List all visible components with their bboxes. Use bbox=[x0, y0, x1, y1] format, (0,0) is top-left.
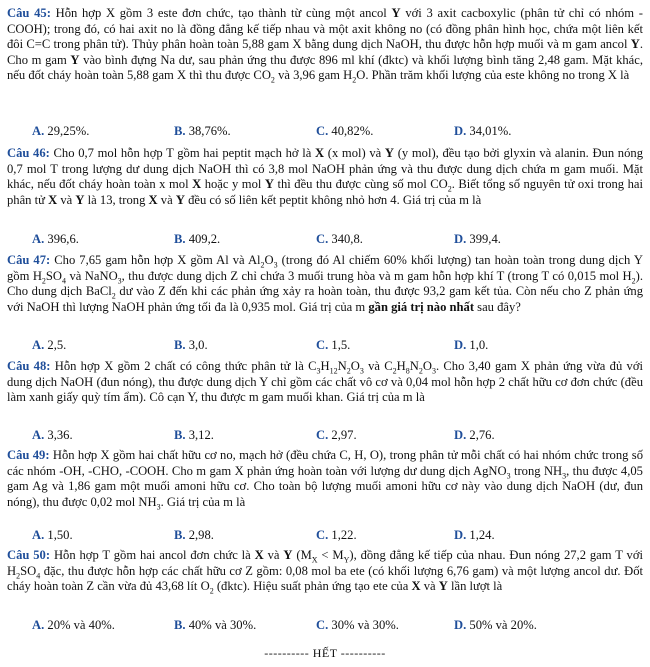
subscript: 2 bbox=[270, 75, 275, 85]
question-text: và bbox=[157, 192, 176, 207]
option-text: 34,01%. bbox=[466, 124, 512, 138]
option-label: B. bbox=[174, 428, 186, 442]
question-46 bbox=[7, 146, 643, 208]
option-text: 2,98. bbox=[185, 528, 214, 542]
question-text: , thu được 4,05 gam Ag và 1,86 gam một muối amoni hữu cơ. Cho toàn bộ lượng muối amoni hữu cơ này vào dung dịch NaOH (dư, đun nóng), thu được 0,02 mol NH bbox=[7, 463, 643, 509]
question-text: Y bbox=[70, 52, 80, 67]
subscript: 2 bbox=[16, 571, 21, 581]
question-47 bbox=[7, 253, 643, 315]
question-text: X bbox=[254, 548, 264, 562]
option-text: 1,5. bbox=[328, 338, 351, 352]
question-text: vào bình đựng Na dư, sau phản ứng thu được 896 ml khí (đktc) và khối lượng bình tăng 2,48 gam. Mặt khác, nếu đốt cháy hoàn toàn 5,88 gam X thì thu được CO bbox=[7, 52, 643, 83]
question-45 bbox=[7, 6, 643, 84]
option-text: 40,82%. bbox=[328, 124, 374, 138]
option-text: 3,0. bbox=[185, 338, 208, 352]
question-text: X bbox=[148, 192, 158, 207]
subscript: 4 bbox=[36, 571, 41, 581]
subscript: 3 bbox=[359, 366, 364, 376]
answer-options-49 bbox=[32, 528, 632, 544]
question-50 bbox=[7, 548, 643, 595]
question-text: Y bbox=[438, 579, 448, 594]
subscript: 3 bbox=[316, 366, 321, 376]
option-a[interactable] bbox=[32, 338, 66, 354]
option-c[interactable] bbox=[316, 428, 357, 444]
option-label: B. bbox=[174, 124, 186, 138]
option-b[interactable] bbox=[174, 124, 231, 140]
question-48 bbox=[7, 359, 643, 406]
question-text: và bbox=[420, 579, 439, 594]
question-text: . Giá trị của m là bbox=[160, 494, 246, 509]
question-text: . Biết tổng số nguyên tử oxi trong hai phân tử bbox=[7, 177, 643, 207]
option-text: 2,76. bbox=[466, 428, 495, 442]
question-text: và 3,96 gam H bbox=[274, 68, 353, 83]
question-text: X bbox=[48, 192, 58, 207]
question-text: hoặc y mol bbox=[201, 177, 265, 192]
option-label: B. bbox=[174, 618, 186, 632]
question-text: và NaNO bbox=[66, 268, 118, 283]
subscript: X bbox=[311, 555, 318, 565]
answer-options-45 bbox=[32, 124, 632, 140]
subscript: 2 bbox=[352, 75, 357, 85]
option-label: C. bbox=[316, 232, 329, 246]
question-text: Y bbox=[283, 548, 293, 562]
question-text: và bbox=[57, 192, 76, 207]
subscript: 3 bbox=[273, 260, 278, 270]
question-text: SO bbox=[20, 563, 37, 578]
question-text: dư vào Z đến khi các phản ứng xảy ra hoàn toàn, thu được 93,2 gam kết tủa. Còn nếu cho Z phản ứng với NaOH thì lượng NaOH phản ứng tối đa là 0,935 mol. Giá trị của m bbox=[7, 284, 643, 314]
option-text: 399,4. bbox=[466, 232, 501, 246]
option-text: 1,0. bbox=[466, 338, 489, 352]
subscript: 2 bbox=[631, 276, 636, 286]
question-number: Câu 50: bbox=[7, 548, 51, 562]
option-label: A. bbox=[32, 338, 45, 352]
option-text: 38,76%. bbox=[185, 124, 231, 138]
option-c[interactable] bbox=[316, 124, 373, 140]
option-label: D. bbox=[454, 618, 467, 632]
subscript: Y bbox=[343, 555, 350, 565]
option-a[interactable] bbox=[32, 232, 79, 248]
emphasis-text: gần giá trị nào nhất bbox=[368, 299, 475, 314]
question-text: (đktc). Hiệu suất phản ứng tạo ete của bbox=[213, 579, 412, 594]
option-b[interactable] bbox=[174, 618, 256, 634]
option-label: A. bbox=[32, 232, 45, 246]
option-c[interactable] bbox=[316, 232, 363, 248]
option-d[interactable] bbox=[454, 124, 511, 140]
option-text: 30% và 30%. bbox=[328, 618, 399, 632]
question-text: . Cho 3,40 gam X phản ứng vừa đủ với dung dịch NaOH (đun nóng), thu được dung dịch Y chỉ gồm các chất vô cơ và 0,04 mol hỗn hợp 2 chất hữu cơ đơn chức (đều làm xanh giấy quỳ tím ẩm). Cô cạn Y, thu được m gam muối khan. Giá trị của m là bbox=[7, 359, 643, 405]
option-text: 40% và 30%. bbox=[185, 618, 257, 632]
question-text: ), đồng đẳng kế tiếp của nhau. Đun nóng 27,2 gam T với H bbox=[7, 548, 643, 578]
question-text: Hỗn hợp X gồm 3 este đơn chức, tạo thành từ cùng một ancol bbox=[55, 6, 392, 20]
option-label: B. bbox=[174, 338, 186, 352]
subscript: 12 bbox=[329, 366, 338, 376]
subscript: 2 bbox=[111, 291, 116, 301]
option-label: D. bbox=[454, 124, 467, 138]
question-number: Câu 48: bbox=[7, 359, 51, 373]
question-text: X bbox=[314, 146, 325, 160]
question-text: Cho 7,65 gam hỗn hợp X gồm Al và Al bbox=[54, 253, 261, 267]
answer-options-46 bbox=[32, 232, 632, 248]
question-text: đều có số liên kết peptit không nhỏ hơn 4. Giá trị của m là bbox=[184, 192, 482, 207]
question-text: và bbox=[263, 548, 284, 562]
subscript: 3 bbox=[562, 471, 567, 481]
option-text: 3,12. bbox=[185, 428, 214, 442]
question-text: (x mol) và bbox=[324, 146, 385, 160]
question-text: và C bbox=[363, 359, 393, 373]
option-text: 409,2. bbox=[185, 232, 221, 246]
option-label: D. bbox=[454, 338, 467, 352]
option-a[interactable] bbox=[32, 528, 73, 544]
question-text: O bbox=[422, 359, 432, 373]
option-text: 1,50. bbox=[44, 528, 73, 542]
option-text: 396,6. bbox=[44, 232, 79, 246]
option-text: 29,25%. bbox=[44, 124, 90, 138]
question-text: sau đây? bbox=[474, 299, 521, 314]
option-c[interactable] bbox=[316, 618, 399, 634]
question-number: Câu 47: bbox=[7, 253, 51, 267]
subscript: 3 bbox=[117, 276, 122, 286]
option-text: 20% và 40%. bbox=[44, 618, 115, 632]
question-text: O. Phần trăm khối lượng của este không no trong X là bbox=[356, 68, 630, 83]
option-b[interactable] bbox=[174, 528, 214, 544]
option-label: A. bbox=[32, 124, 45, 138]
question-text: với 3 axit cacboxylic (phân tử chỉ có nhóm -COOH); trong đó, có hai axit no là đồng đẳng kế tiếp nhau và một axit không no (có đồng phân hình học, chứa một liên kết đôi C=C trong phân tử). Thủy phân hoàn toàn 5,88 gam X bằng dung dịch NaOH, thu được hỗn hợp muối và m gam ancol bbox=[7, 6, 643, 52]
question-text: O bbox=[264, 253, 274, 267]
option-d[interactable] bbox=[454, 232, 501, 248]
question-text: ). Cho dung dịch BaCl bbox=[7, 268, 643, 299]
question-text: H bbox=[396, 359, 406, 373]
option-label: A. bbox=[32, 618, 45, 632]
option-text: 2,97. bbox=[328, 428, 357, 442]
subscript: 3 bbox=[156, 502, 161, 512]
option-label: A. bbox=[32, 428, 45, 442]
question-text: SO bbox=[45, 268, 63, 283]
option-b[interactable] bbox=[174, 428, 214, 444]
option-c[interactable] bbox=[316, 528, 357, 544]
option-label: B. bbox=[174, 528, 186, 542]
option-label: C. bbox=[316, 528, 329, 542]
option-a[interactable] bbox=[32, 428, 73, 444]
question-text: Y bbox=[175, 192, 185, 207]
option-label: C. bbox=[316, 338, 329, 352]
option-text: 1,22. bbox=[328, 528, 357, 542]
question-text: trong NH bbox=[510, 463, 563, 478]
question-text: lần lượt là bbox=[447, 579, 503, 594]
question-text: X bbox=[411, 579, 421, 594]
question-text: (trong đó Al chiếm 60% khối lượng) tan hoàn toàn trong dung dịch Y gồm H bbox=[7, 253, 643, 283]
option-b[interactable] bbox=[174, 232, 220, 248]
question-text: < M bbox=[317, 548, 344, 562]
answer-options-47 bbox=[32, 338, 632, 354]
question-text: Cho 0,7 mol hỗn hợp T gồm hai peptit mạch hở là bbox=[53, 146, 315, 160]
option-b[interactable] bbox=[174, 338, 208, 354]
option-d[interactable] bbox=[454, 338, 488, 354]
question-text: Y bbox=[75, 192, 85, 207]
question-number: Câu 45: bbox=[7, 6, 51, 20]
answer-options-50 bbox=[32, 618, 632, 634]
subscript: 2 bbox=[41, 276, 46, 286]
option-text: 340,8. bbox=[328, 232, 363, 246]
question-text: X bbox=[192, 177, 202, 192]
question-text: Y bbox=[391, 6, 401, 20]
question-text: (y mol), đều tạo bởi glyxin và alanin. Đun nóng 0,7 mol T trong lượng dư dung dịch NaOH thì có 3,8 mol NaOH phản ứng và thu được dung dịch chứa m gam muối. Mặt khác, nếu đốt cháy hoàn toàn x mol bbox=[7, 146, 643, 192]
question-text: N bbox=[337, 359, 347, 373]
option-label: B. bbox=[174, 232, 186, 246]
question-text: (M bbox=[292, 548, 312, 562]
question-text: Y bbox=[264, 177, 274, 192]
question-text: Hỗn hợp X gồm 2 chất có công thức phân tử là C bbox=[54, 359, 317, 373]
subscript: 8 bbox=[405, 366, 410, 376]
option-label: C. bbox=[316, 618, 329, 632]
option-text: 50% và 20%. bbox=[466, 618, 537, 632]
question-text: Hỗn hợp T gồm hai ancol đơn chức là bbox=[53, 548, 255, 562]
question-text: O bbox=[350, 359, 360, 373]
subscript: 4 bbox=[62, 276, 67, 286]
question-49 bbox=[7, 448, 643, 510]
question-text: là 13, trong bbox=[84, 192, 149, 207]
option-text: 1,24. bbox=[466, 528, 495, 542]
question-text: Y bbox=[630, 37, 640, 52]
question-text: N bbox=[409, 359, 419, 373]
option-label: D. bbox=[454, 232, 467, 246]
question-number: Câu 46: bbox=[7, 146, 50, 160]
end-marker: ---------- HẾT ---------- bbox=[264, 646, 386, 660]
subscript: 2 bbox=[346, 366, 351, 376]
option-text: 2,5. bbox=[44, 338, 67, 352]
subscript: 2 bbox=[418, 366, 423, 376]
question-text: H bbox=[320, 359, 330, 373]
subscript: 2 bbox=[260, 260, 265, 270]
option-d[interactable] bbox=[454, 428, 495, 444]
question-text: Hỗn hợp X gồm hai chất hữu cơ no, mạch hở (đều chứa C, H, O), trong phân tử mỗi chất có hai nhóm chức trong số các nhóm -OH, -CHO, -COOH. Cho m gam X phản ứng hoàn toàn với lượng dư dung dịch AgNO bbox=[7, 448, 643, 478]
question-text: đặc, thu được hỗn hợp các chất hữu cơ Z gồm: 0,08 mol ba ete (có khối lượng 6,76 gam) và một lượng ancol dư. Đốt cháy hoàn toàn Z cần vừa đủ 43,68 lít O bbox=[7, 563, 643, 594]
option-label: A. bbox=[32, 528, 45, 542]
question-number: Câu 49: bbox=[7, 448, 50, 462]
subscript: 2 bbox=[209, 586, 214, 596]
option-label: C. bbox=[316, 428, 329, 442]
option-a[interactable] bbox=[32, 124, 89, 140]
option-d[interactable] bbox=[454, 528, 495, 544]
question-text: . Cho m gam bbox=[7, 37, 643, 67]
option-label: C. bbox=[316, 124, 329, 138]
option-text: 3,36. bbox=[44, 428, 73, 442]
question-text: Y bbox=[384, 146, 395, 160]
option-label: D. bbox=[454, 528, 467, 542]
answer-options-48 bbox=[32, 428, 632, 444]
option-d[interactable] bbox=[454, 618, 537, 634]
subscript: 3 bbox=[431, 366, 436, 376]
question-text: , thu được dung dịch Z chỉ chứa 3 muối trung hòa và m gam hỗn hợp khí T (trong T có 0,015 mol H bbox=[121, 268, 632, 283]
subscript: 2 bbox=[392, 366, 397, 376]
subscript: 2 bbox=[447, 184, 452, 194]
subscript: 3 bbox=[506, 471, 511, 481]
option-c[interactable] bbox=[316, 338, 350, 354]
option-a[interactable] bbox=[32, 618, 115, 634]
option-label: D. bbox=[454, 428, 467, 442]
question-text: thì đều thu được cùng số mol CO bbox=[273, 177, 448, 192]
